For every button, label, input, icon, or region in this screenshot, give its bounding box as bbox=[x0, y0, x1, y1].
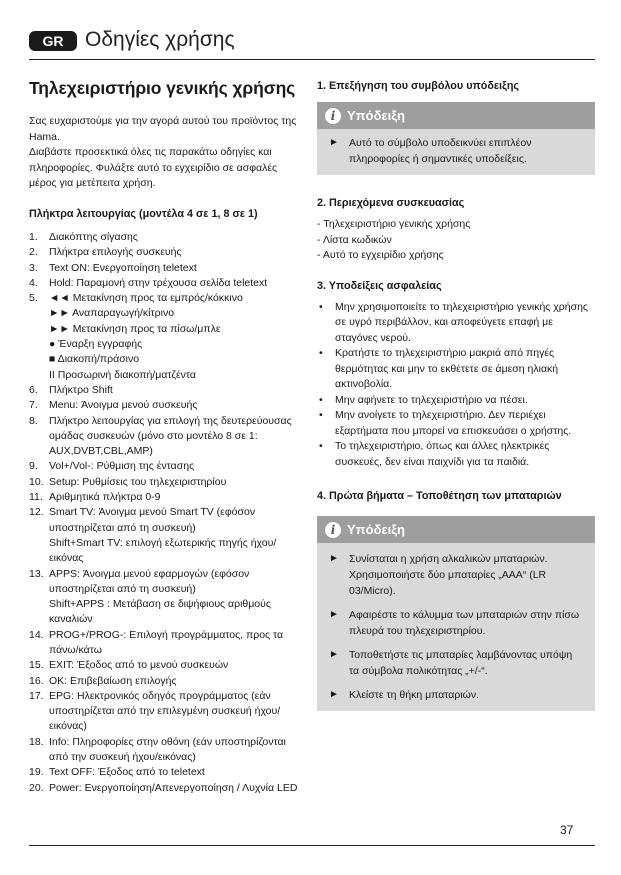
safety-text: Μην ανοίγετε το τηλεχειριστήριο. Δεν περιέχει εξαρτήματα που μπορεί να επισκευάσει ο χρήστης. bbox=[335, 409, 572, 437]
note-header bbox=[317, 516, 595, 543]
bullet-icon: • bbox=[319, 347, 323, 360]
safety-text: Μην αφήνετε το τηλεχειριστήριο να πέσει. bbox=[335, 393, 528, 406]
key-text: ◄◄ Μετακίνηση προς τα εμπρός/κόκκινο bbox=[49, 292, 243, 305]
key-item bbox=[29, 261, 301, 276]
arrow-icon: ► bbox=[329, 649, 339, 661]
key-item bbox=[29, 505, 301, 566]
key-number: 14. bbox=[29, 628, 44, 641]
key-text: Hold: Παραμονή στην τρέχουσα σελίδα teletext bbox=[49, 276, 268, 289]
package-contents-list bbox=[317, 217, 595, 264]
note-label: Υπόδειξη bbox=[347, 108, 405, 123]
bullet-icon: • bbox=[319, 409, 323, 422]
key-item bbox=[29, 628, 301, 659]
key-text: Διακόπτης σίγασης bbox=[49, 230, 138, 243]
key-item bbox=[29, 230, 301, 245]
safety-item bbox=[317, 408, 595, 439]
right-column bbox=[317, 78, 595, 711]
safety-item bbox=[317, 346, 595, 393]
note-text: Συνίσταται η χρήση αλκαλικών μπαταριών. Χρησιμοποιήστε δύο μπαταρίες „AAA“ (LR 03/Micro). bbox=[349, 553, 548, 598]
key-text: OK: Επιβεβαίωση επιλογής bbox=[49, 674, 177, 687]
key-number: 2. bbox=[29, 246, 38, 259]
info-icon: i bbox=[325, 108, 341, 124]
arrow-icon: ► bbox=[329, 689, 339, 701]
bullet-icon: • bbox=[319, 300, 323, 313]
keys-list bbox=[29, 230, 301, 796]
key-item bbox=[29, 765, 301, 780]
footer-divider bbox=[29, 845, 595, 846]
key-text: Πλήκτρο λειτουργίας για επιλογή της δευτερεύουσας ομάδας συσκευών (μόνο στο μοντέλο 8 σε 1: AUX,DVBT,CBL,AMP) bbox=[49, 414, 292, 458]
key-item bbox=[29, 781, 301, 796]
note-text: Αφαιρέστε το κάλυμμα των μπαταριών στην πίσω πλευρά του τηλεχειριστηρίου. bbox=[349, 609, 580, 638]
note-item bbox=[329, 607, 585, 639]
key-text: Power: Ενεργοποίηση/Απενεργοποίηση / Λυχνία LED bbox=[49, 781, 298, 794]
key-number: 7. bbox=[29, 399, 38, 412]
key-number: 12. bbox=[29, 506, 44, 519]
note-header bbox=[317, 102, 595, 129]
note-item bbox=[329, 551, 585, 599]
key-text: Vol+/Vol-: Ρύθμιση της έντασης bbox=[49, 460, 195, 473]
key-number: 19. bbox=[29, 766, 44, 779]
key-number: 9. bbox=[29, 460, 38, 473]
key-text: Αριθμητικά πλήκτρα 0-9 bbox=[49, 491, 161, 504]
note-item bbox=[329, 687, 585, 703]
key-item bbox=[29, 383, 301, 398]
key-number: 16. bbox=[29, 674, 44, 687]
note-text: Τοποθετήστε τις μπαταρίες λαμβάνοντας υπόψη τα σύμβολα πολικότητας „+/-“. bbox=[349, 649, 573, 678]
key-number: 18. bbox=[29, 735, 44, 748]
left-column bbox=[29, 76, 301, 796]
safety-item bbox=[317, 439, 595, 470]
section-2-heading: 2. Περιεχόμενα συσκευασίας bbox=[317, 197, 465, 209]
key-number: 20. bbox=[29, 781, 44, 794]
key-text: Menu: Άνοιγμα μενού συσκευής bbox=[49, 399, 198, 412]
bullet-icon: • bbox=[319, 440, 323, 453]
keys-heading: Πλήκτρα λειτουργίας (μοντέλα 4 σε 1, 8 σε 1) bbox=[29, 207, 258, 220]
note-body bbox=[317, 129, 595, 175]
key-text: Text OFF: Έξοδος από το teletext bbox=[49, 766, 205, 779]
note-body bbox=[317, 543, 595, 711]
key-number: 1. bbox=[29, 230, 38, 243]
intro-text: Σας ευχαριστούμε για την αγορά αυτού του προϊόντος της Hama. Διαβάστε προσεκτικά όλες τις παρακάτω οδηγίες και πληροφορίες. Φυλάξτε αυτό το εγχειρίδιο σε ασφαλές μέρος για μετέπειτα χρήση. bbox=[29, 115, 297, 190]
page-header bbox=[29, 28, 595, 60]
key-number: 3. bbox=[29, 261, 38, 274]
key-number: 4. bbox=[29, 276, 38, 289]
key-text: EXIT: Έξοδος από το μενού συσκευών bbox=[49, 659, 229, 672]
key-text: Smart TV: Άνοιγμα μενού Smart TV (εφόσον υποστηρίζεται από τη συσκευή) bbox=[49, 506, 256, 534]
key-item bbox=[29, 276, 301, 291]
key-item bbox=[29, 689, 301, 735]
note-box-2 bbox=[317, 516, 595, 711]
note-text: Αυτό το σύμβολο υποδεικνύει επιπλέον πληροφορίες ή σημαντικές υποδείξεις. bbox=[349, 137, 532, 165]
package-item: - Λίστα κωδικών bbox=[317, 233, 392, 246]
page-title: Τηλεχειριστήριο γενικής χρήσης bbox=[29, 78, 296, 98]
key-item bbox=[29, 398, 301, 413]
key-text: Πλήκτρα επιλογής συσκευής bbox=[49, 246, 182, 259]
section-3-heading: 3. Υποδείξεις ασφαλείας bbox=[317, 279, 442, 292]
key-number: 13. bbox=[29, 567, 44, 580]
key-text: PROG+/PROG-: Επιλογή προγράμματος, προς τα πάνω/κάτω bbox=[49, 628, 284, 656]
key-text: ►► Αναπαραγωγή/κίτρινο bbox=[49, 307, 175, 320]
key-number: 11. bbox=[29, 491, 43, 504]
note-box-1 bbox=[317, 102, 595, 175]
key-item bbox=[29, 658, 301, 673]
note-item bbox=[329, 647, 585, 679]
key-text: Shift+APPS : Μετάβαση σε διψήφιους αριθμούς καναλιών bbox=[49, 598, 271, 626]
key-item bbox=[29, 291, 301, 383]
key-text: ● Έναρξη εγγραφής bbox=[49, 338, 143, 351]
key-item bbox=[29, 245, 301, 260]
arrow-icon: ► bbox=[329, 137, 339, 148]
package-item: - Αυτό το εγχειρίδιο χρήσης bbox=[317, 249, 444, 262]
key-item bbox=[29, 459, 301, 474]
key-item bbox=[29, 475, 301, 490]
key-text: Πλήκτρο Shift bbox=[49, 383, 113, 396]
key-text: Text ON: Ενεργοποίηση teletext bbox=[49, 261, 197, 274]
key-text: APPS: Άνοιγμα μενού εφαρμογών (εφόσον υποστηρίζεται από τη συσκευή) bbox=[49, 567, 250, 595]
page-number: 37 bbox=[560, 823, 574, 837]
key-number: 8. bbox=[29, 414, 38, 427]
header-divider bbox=[29, 59, 595, 60]
safety-item bbox=[317, 300, 595, 347]
safety-text: Κρατήστε το τηλεχειριστήριο μακριά από πηγές θερμότητας και μην το εκθέτετε σε άμεση ηλιακή ακτινοβολία. bbox=[335, 347, 559, 391]
key-text: Setup: Ρυθμίσεις του τηλεχειριστηρίου bbox=[49, 475, 227, 488]
arrow-icon: ► bbox=[329, 609, 339, 621]
safety-text: Μην χρησιμοποιείτε το τηλεχειριστήριο γενικής χρήσης σε υγρό περιβάλλον, και αποφεύγετε επαφή με σταγόνες νερού. bbox=[335, 300, 588, 344]
key-number: 6. bbox=[29, 383, 38, 396]
safety-item bbox=[317, 393, 595, 409]
note-text: Κλείστε τη θήκη μπαταριών. bbox=[349, 689, 480, 702]
safety-list bbox=[317, 300, 595, 471]
language-badge: GR bbox=[29, 31, 77, 51]
section-1-heading: 1. Επεξήγηση του συμβόλου υπόδειξης bbox=[317, 80, 520, 92]
bullet-icon: • bbox=[319, 393, 323, 406]
section-4-heading: 4. Πρώτα βήματα – Τοποθέτηση των μπαταριών bbox=[317, 490, 562, 503]
key-number: 15. bbox=[29, 659, 44, 672]
header-title: Οδηγίες χρήσης bbox=[85, 28, 235, 51]
key-text: ■ Διακοπή/πράσινο bbox=[49, 353, 140, 366]
key-text: ►► Μετακίνηση προς τα πίσω/μπλε bbox=[49, 322, 221, 335]
safety-text: Το τηλεχειριστήριο, όπως και άλλες ηλεκτρικές συσκευές, δεν είναι παιχνίδι για τα παιδιά. bbox=[335, 440, 550, 468]
key-item bbox=[29, 567, 301, 628]
note-item bbox=[329, 135, 585, 167]
key-number: 10. bbox=[29, 475, 44, 488]
info-icon: i bbox=[325, 522, 341, 538]
key-item bbox=[29, 674, 301, 689]
key-number: 17. bbox=[29, 689, 44, 702]
arrow-icon: ► bbox=[329, 553, 339, 565]
key-number: 5. bbox=[29, 292, 38, 305]
key-text: EPG: Ηλεκτρονικός οδηγός προγράμματος (εάν υποστηρίζεται από την επιλεγμένη συσκευή ήχου/εικόνας) bbox=[49, 689, 281, 733]
key-item bbox=[29, 414, 301, 460]
key-text: Shift+Smart TV: επιλογή εξωτερικής πηγής ήχου/ εικόνας bbox=[49, 536, 277, 565]
package-item: - Τηλεχειριστήριο γενικής χρήσης bbox=[317, 218, 471, 230]
note-label: Υπόδειξη bbox=[347, 522, 405, 538]
key-item bbox=[29, 735, 301, 766]
key-text: Info: Πληροφορίες στην οθόνη (εάν υποστηρίζονται από την συσκευή ήχου/εικόνας) bbox=[49, 735, 286, 764]
key-text: II Προσωρινή διακοπή/ματζέντα bbox=[49, 368, 196, 381]
key-item bbox=[29, 490, 301, 505]
